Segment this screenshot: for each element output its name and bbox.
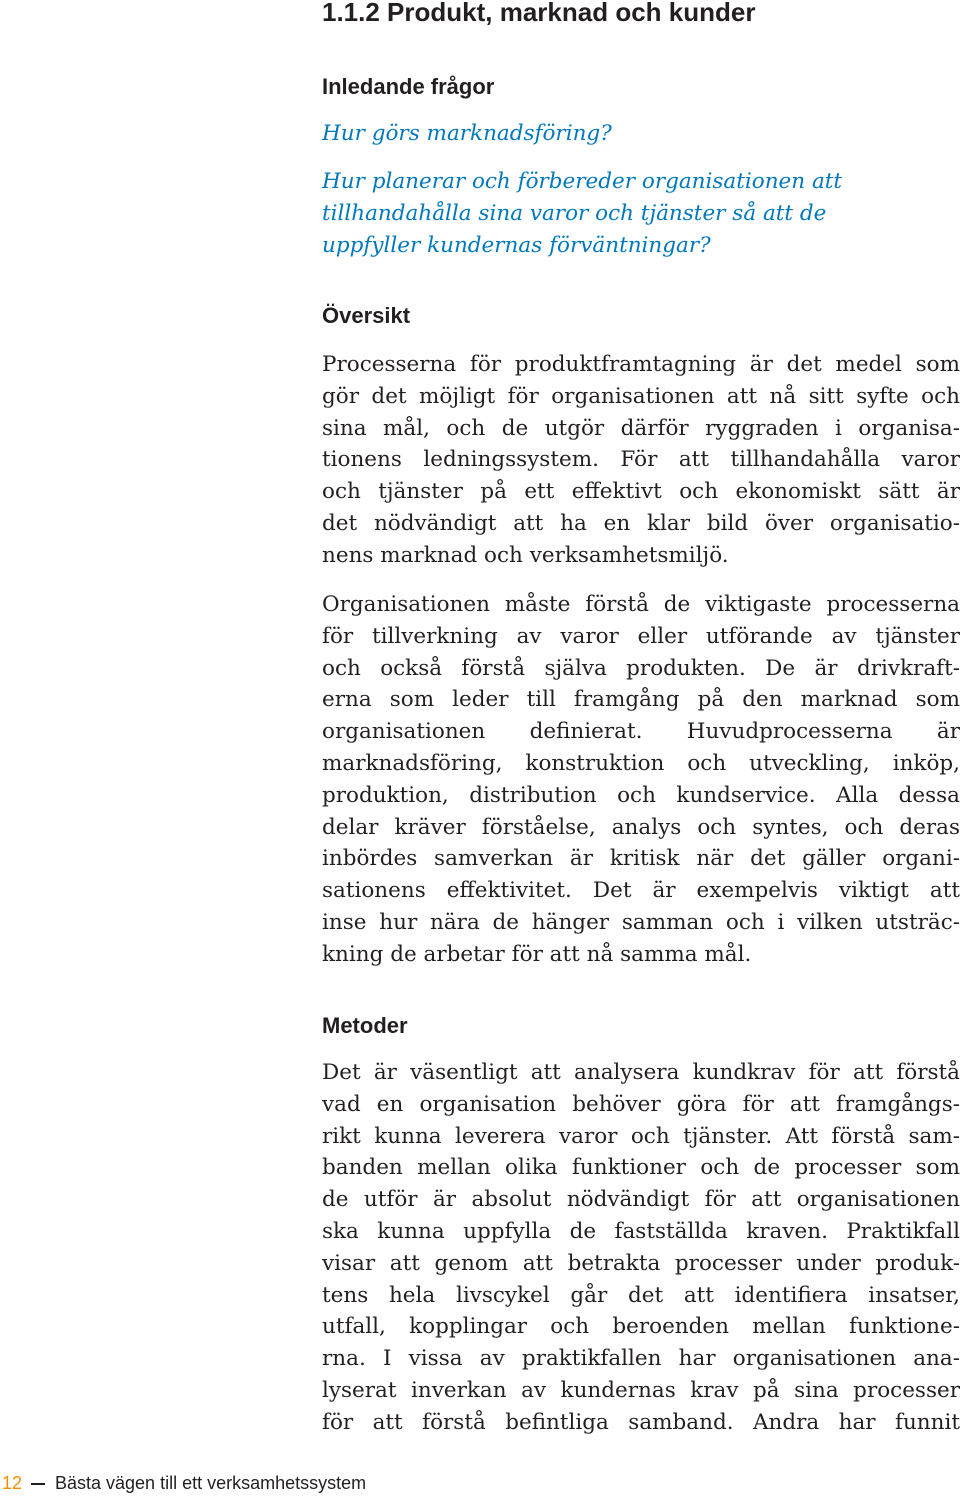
- text-line: organisationen definierat. Huvudprocesserna är: [322, 719, 960, 745]
- paragraph: [322, 589, 960, 971]
- text-line: Organisationen måste förstå de viktigaste processerna: [322, 592, 960, 617]
- text-line: lyserat inverkan av kundernas krav på sina processer: [322, 1377, 960, 1403]
- text-line: ska kunna uppfylla de fastställda kraven. Praktikfall: [322, 1218, 960, 1244]
- question-line: tillhandahålla sina varor och tjänster så att de: [322, 201, 827, 226]
- text-line: erna som leder till framgång på den marknad som: [322, 687, 960, 713]
- text-line: och också förstå själva produkten. De är drivkraft-: [322, 655, 960, 681]
- text-line: tens hela livscykel går det att identifiera insatser,: [322, 1282, 960, 1308]
- text-line: inse hur nära de hänger samman och i vilken utsträc-: [322, 909, 960, 935]
- overview-heading: Översikt: [322, 303, 411, 328]
- text-line: sina mål, och de utgör därför ryggraden i organisa-: [322, 415, 960, 441]
- text-line: för att förstå befintliga samband. Andra har funnit: [322, 1409, 960, 1435]
- question-marketing: Hur görs marknadsföring?: [322, 121, 612, 146]
- text-line: rna. I vissa av praktikfallen har organisationen ana-: [322, 1346, 960, 1372]
- text-line: och tjänster på ett effektivt och ekonomiskt sätt är: [322, 479, 960, 505]
- text-line: sationens effektivitet. Det är exempelvis viktigt att: [322, 878, 960, 904]
- text-line: rikt kunna leverera varor och tjänster. Att förstå sam-: [322, 1123, 960, 1149]
- page-number: 12: [2, 1473, 23, 1493]
- text-line: banden mellan olika funktioner och de processer som: [322, 1155, 960, 1181]
- intro-section: [322, 72, 960, 102]
- text-line: kning de arbetar för att nå samma mål.: [322, 941, 752, 967]
- text-line: nens marknad och verksamhetsmiljö.: [322, 542, 729, 568]
- page-footer: [0, 1468, 420, 1498]
- text-line: marknadsföring, konstruktion och utveckling, inköp,: [322, 750, 960, 776]
- intro-heading: Inledande frågor: [322, 74, 495, 99]
- text-line: gör det möjligt för organisationen att nå sitt syfte och: [322, 383, 960, 409]
- text-line: visar att genom att betrakta processer under produk-: [322, 1250, 960, 1276]
- overview-paragraph-2: [322, 589, 960, 971]
- text-line: delar kräver förståelse, analys och syntes, och deras: [322, 814, 960, 840]
- text-line: tionens ledningssystem. För att tillhandahålla varor: [322, 447, 960, 473]
- text-line: Processerna för produktframtagning är det medel som: [322, 352, 960, 377]
- text-line: vad en organisation behöver göra för att framgångs-: [322, 1091, 960, 1117]
- book-title: Bästa vägen till ett verksamhetssystem: [55, 1473, 367, 1493]
- overview-section: [322, 301, 960, 331]
- intro-question-2: [322, 166, 960, 262]
- question-line: Hur planerar och förbereder organisationen att: [322, 169, 843, 194]
- footer-dash: [31, 1483, 45, 1485]
- question-line: uppfyller kundernas förväntningar?: [322, 233, 711, 258]
- text-line: för tillverkning av varor eller utförande av tjänster: [322, 623, 960, 649]
- overview-paragraph-1: [322, 349, 960, 572]
- text-line: utfall, kopplingar och beroenden mellan funktione-: [322, 1314, 960, 1340]
- question-planning: [322, 166, 960, 262]
- section-title: 1.1.2 Produkt, marknad och kunder: [322, 0, 756, 27]
- methods-paragraph-1: [322, 1057, 960, 1439]
- text-line: produktion, distribution och kundservice. Alla dessa: [322, 782, 960, 808]
- text-line: Det är väsentligt att analysera kundkrav för att förstå: [322, 1060, 960, 1085]
- methods-section: [322, 1011, 960, 1041]
- intro-question-1: [322, 118, 960, 150]
- text-line: det nödvändigt att ha en klar bild över organisatio-: [322, 510, 960, 536]
- paragraph: [322, 349, 960, 572]
- methods-heading: Metoder: [322, 1013, 408, 1038]
- paragraph: [322, 1057, 960, 1439]
- text-line: de utför är absolut nödvändigt för att organisationen: [322, 1187, 960, 1213]
- text-line: inbördes samverkan är kritisk när det gäller organi-: [322, 846, 960, 872]
